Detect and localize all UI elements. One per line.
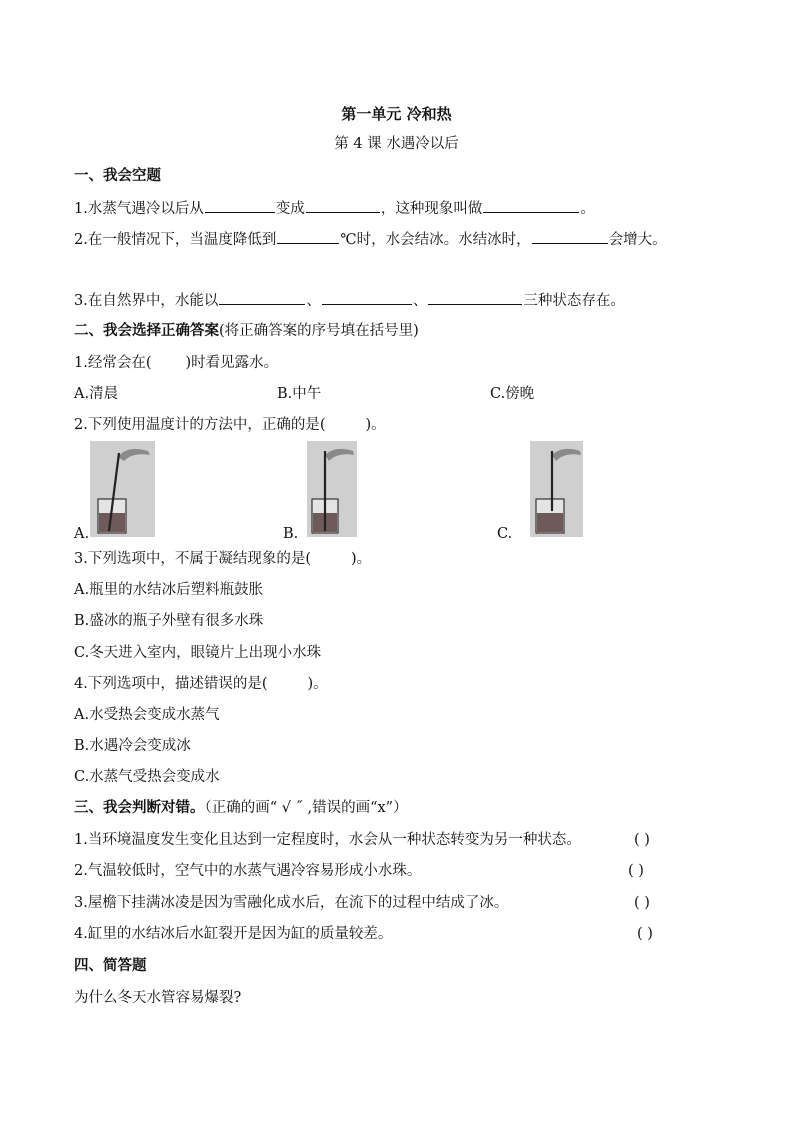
s3-item-3-answer-slot[interactable]: ( )	[634, 895, 650, 911]
s1-q3-blank-1[interactable]	[219, 290, 305, 305]
s2-q1-stem	[74, 353, 278, 373]
s1-q2	[74, 229, 667, 250]
s2-q2-option-c: C.	[497, 526, 513, 542]
thermometer-beaker-image-b	[307, 441, 357, 537]
s1-q1-blank-1[interactable]	[205, 198, 275, 213]
thermometer-beaker-image-a	[90, 441, 155, 537]
s3-item-1-answer-slot[interactable]: ( )	[634, 832, 650, 848]
section2-heading-note: (将正确答案的序号填在括号里)	[219, 323, 419, 339]
section4-heading: 四、简答题	[74, 958, 147, 974]
s2-q4-option-b: B.水遇冷会变成冰	[74, 738, 191, 754]
s1-q3-blank-2[interactable]	[322, 290, 412, 305]
s2-q1-stem-b: )时看见露水。	[185, 355, 279, 371]
s1-q1	[74, 198, 595, 219]
s2-q1-stem-a: 1.经常会在(	[74, 355, 152, 371]
s3-item-4: 4.缸里的水结冰后水缸裂开是因为缸的质量较差。	[74, 926, 393, 942]
s1-q1-blank-3[interactable]	[483, 198, 579, 213]
s1-q2-blank-1[interactable]	[277, 229, 339, 244]
s1-q2-text-c: 会增大。	[608, 232, 667, 248]
lesson-title: 第 4 课 水遇冷以后	[334, 136, 459, 152]
unit-title: 第一单元 冷和热	[341, 105, 452, 123]
section2-heading: 二、我会选择正确答案	[74, 323, 219, 339]
section1-heading: 一、我会空题	[74, 168, 161, 184]
section2-heading-row	[74, 321, 419, 341]
s4-question: 为什么冬天水管容易爆裂?	[74, 990, 242, 1006]
s2-q1-option-c: C.傍晚	[490, 386, 535, 402]
s2-q1-option-b: B.中午	[277, 386, 322, 402]
s1-q3-sep-2: 、	[412, 293, 428, 309]
s1-q1-text-c: ，这种现象叫做	[380, 201, 483, 217]
s2-q2-stem-b: )。	[365, 417, 386, 433]
s1-q1-text-b: 变成	[275, 201, 305, 217]
s1-q2-text-a: 2.在一般情况下，当温度降低到	[74, 232, 277, 248]
s1-q3	[74, 290, 625, 311]
s1-q3-text-c: 三种状态存在。	[523, 293, 625, 309]
s1-q1-text-a: 1.水蒸气遇冷以后从	[74, 201, 204, 217]
s2-q2-option-b: B.	[283, 526, 299, 542]
s3-item-3: 3.屋檐下挂满冰凌是因为雪融化成水后，在流下的过程中结成了冰。	[74, 895, 509, 911]
s2-q3-option-b: B.盛冰的瓶子外壁有很多水珠	[74, 613, 264, 629]
s1-q1-text-d: 。	[580, 201, 595, 217]
s2-q3-option-c: C.冬天进入室内，眼镜片上出现小水珠	[74, 645, 322, 661]
s2-q4-stem-b: )。	[307, 676, 328, 692]
section3-heading-note: （正确的画“ √ ˝ ,错误的画“x”）	[204, 800, 408, 816]
s1-q2-blank-2[interactable]	[532, 229, 608, 244]
s2-q4-stem	[74, 674, 328, 694]
s2-q3-option-a: A.瓶里的水结冰后塑料瓶鼓胀	[74, 582, 264, 598]
s2-q4-stem-a: 4.下列选项中，描述错误的是(	[74, 676, 268, 692]
s2-q3-stem-b: )。	[351, 551, 372, 567]
s3-item-2-answer-slot[interactable]: ( )	[628, 863, 644, 879]
s1-q3-text-a: 3.在自然界中，水能以	[74, 293, 219, 309]
s2-q2-stem-a: 2.下列使用温度计的方法中，正确的是(	[74, 417, 326, 433]
s2-q2-option-a: A.	[74, 526, 90, 542]
s2-q3-stem-a: 3.下列选项中，不属于凝结现象的是(	[74, 551, 311, 567]
s2-q4-option-c: C.水蒸气受热会变成水	[74, 769, 220, 785]
s3-item-2: 2.气温较低时，空气中的水蒸气遇冷容易形成小水珠。	[74, 863, 422, 879]
thermometer-beaker-image-c	[530, 441, 583, 537]
s2-q3-stem	[74, 549, 371, 569]
section3-heading-row	[74, 798, 408, 818]
s2-q4-option-a: A.水受热会变成水蒸气	[74, 707, 220, 723]
s2-q1-option-a: A.清晨	[74, 386, 119, 402]
section3-heading: 三、我会判断对错。	[74, 800, 205, 816]
s3-item-4-answer-slot[interactable]: ( )	[637, 926, 653, 942]
s1-q3-blank-3[interactable]	[428, 290, 522, 305]
s2-q2-stem	[74, 415, 386, 435]
s1-q2-text-b: ℃时，水会结冰。水结冰时，	[340, 232, 531, 248]
s1-q3-sep-1: 、	[306, 293, 321, 309]
s3-item-1: 1.当环境温度发生变化且达到一定程度时，水会从一种状态转变为另一种状态。	[74, 832, 581, 848]
s1-q1-blank-2[interactable]	[306, 198, 380, 213]
